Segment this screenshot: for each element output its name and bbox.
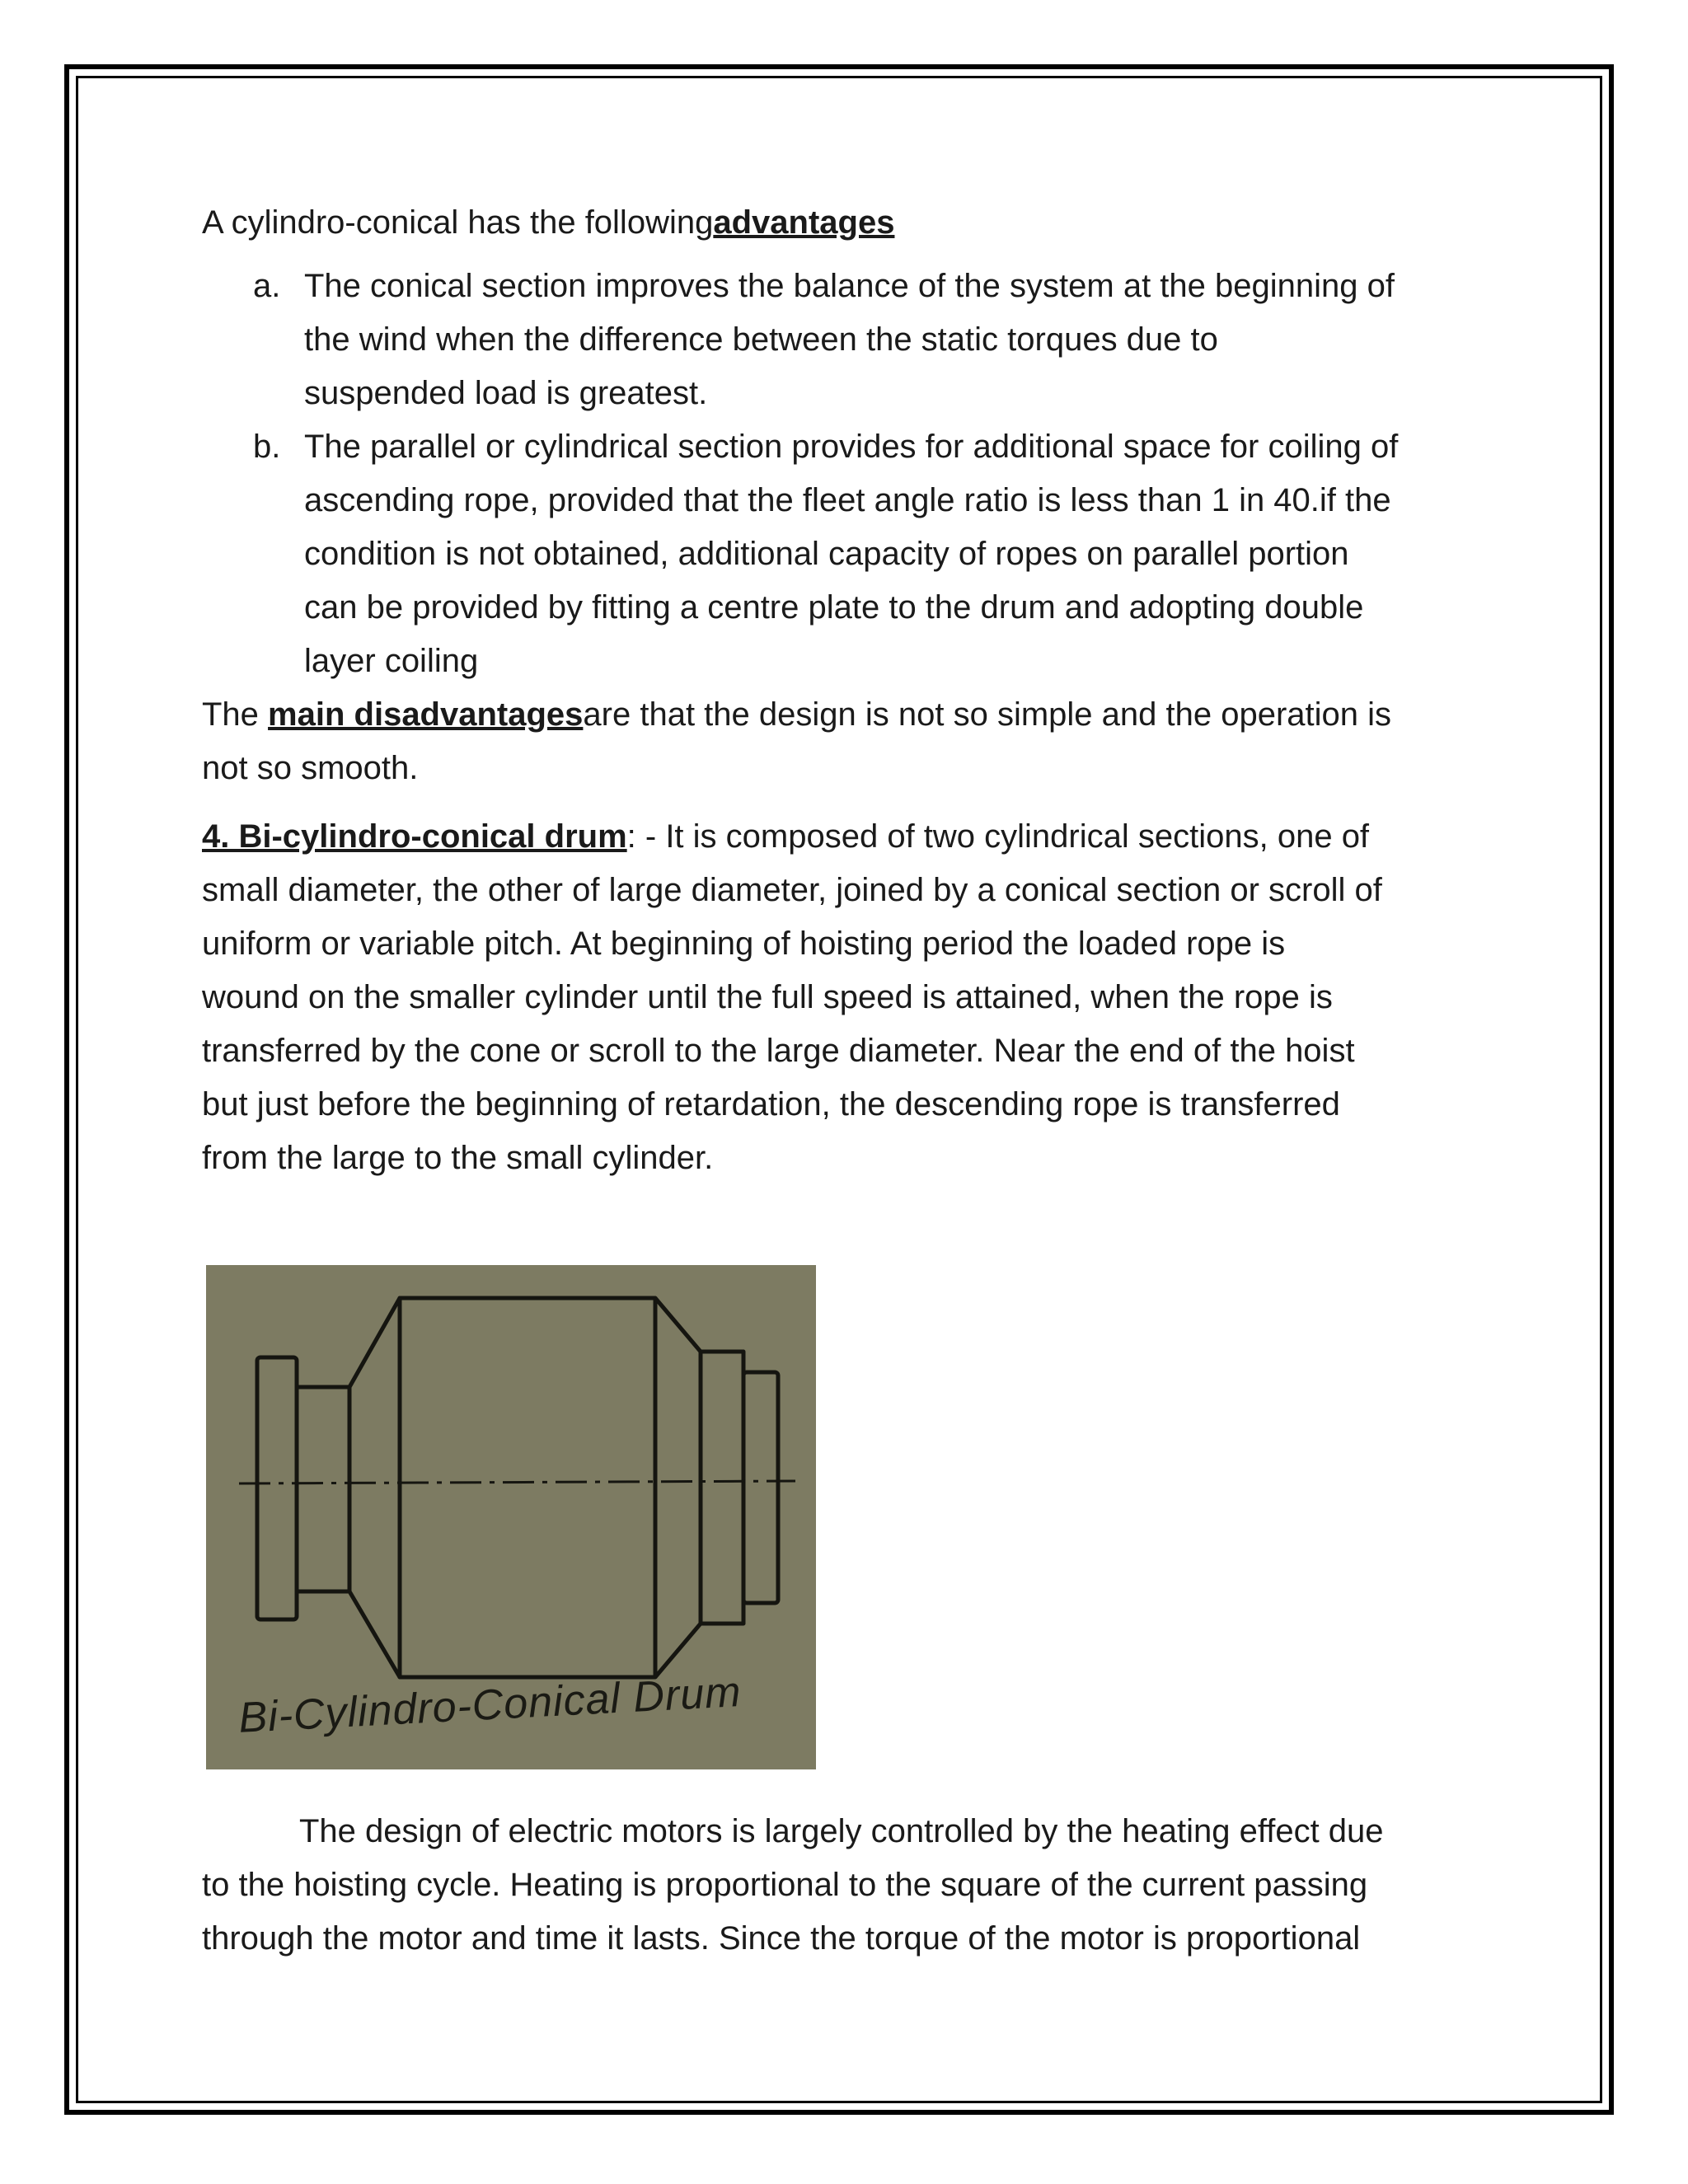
- section4-paragraph: [202, 810, 1521, 1185]
- right-flange: [743, 1372, 778, 1603]
- right-small-cylinder: [701, 1352, 743, 1624]
- intro-text: A cylindro-conical has the following: [202, 204, 714, 241]
- intro-bold: advantages: [713, 204, 895, 241]
- figure-caption: Bi-Cylindro-Conical Drum: [237, 1668, 743, 1742]
- section4-line: small diameter, the other of large diameter, joined by a conical section or scroll of: [202, 872, 1382, 908]
- list-marker: b.: [253, 429, 281, 465]
- list-line: The conical section improves the balance of the system at the beginning of: [304, 268, 1395, 304]
- main-cylinder: [400, 1298, 655, 1677]
- list-line: can be provided by fitting a centre plate to the drum and adopting double: [304, 589, 1364, 626]
- document-body: [202, 196, 1521, 1185]
- intro-paragraph: [202, 196, 1521, 250]
- list-line: layer coiling: [304, 643, 479, 679]
- disadvantages-paragraph: [202, 688, 1521, 795]
- list-marker: a.: [253, 268, 281, 304]
- section4-line: wound on the smaller cylinder until the full speed is attained, when the rope is: [202, 979, 1333, 1015]
- final-line: to the hoisting cycle. Heating is proportional to the square of the current passing: [202, 1867, 1368, 1903]
- final-line: through the motor and time it lasts. Since the torque of the motor is proportional: [202, 1920, 1361, 1957]
- disadvantages-bold: main disadvantages: [268, 696, 584, 733]
- section4-line: transferred by the cone or scroll to the large diameter. Near the end of the hoist: [202, 1033, 1355, 1069]
- list-line: suspended load is greatest.: [304, 375, 708, 411]
- left-flange: [257, 1357, 297, 1619]
- section4-line: : - It is composed of two cylindrical sections, one of: [626, 818, 1370, 855]
- disadvantages-line: are that the design is not so simple and the operation is: [583, 696, 1392, 733]
- drum-figure: [206, 1265, 816, 1769]
- list-line: condition is not obtained, additional capacity of ropes on parallel portion: [304, 536, 1349, 572]
- advantages-list: [202, 260, 1521, 688]
- left-cone: [349, 1298, 400, 1677]
- disadvantages-prefix: The: [202, 696, 269, 733]
- right-cone: [655, 1298, 701, 1677]
- section4-line: from the large to the small cylinder.: [202, 1140, 714, 1176]
- disadvantages-line: not so smooth.: [202, 750, 419, 786]
- section4-line: uniform or variable pitch. At beginning of hoisting period the loaded rope is: [202, 926, 1286, 962]
- list-item: [202, 420, 1521, 688]
- section4-heading: 4. Bi-cylindro-conical drum: [202, 818, 627, 855]
- section4-line: but just before the beginning of retardation, the descending rope is transferred: [202, 1086, 1340, 1122]
- list-line: ascending rope, provided that the fleet angle ratio is less than 1 in 40.if the: [304, 482, 1391, 518]
- left-small-cylinder: [297, 1387, 349, 1591]
- final-line: The design of electric motors is largely controlled by the heating effect due: [299, 1813, 1384, 1849]
- list-line: the wind when the difference between the static torques due to: [304, 321, 1218, 358]
- list-line: The parallel or cylindrical section provides for additional space for coiling of: [304, 429, 1399, 465]
- final-paragraph: [202, 1805, 1521, 1966]
- center-axis: [239, 1481, 795, 1483]
- list-item: [202, 260, 1521, 420]
